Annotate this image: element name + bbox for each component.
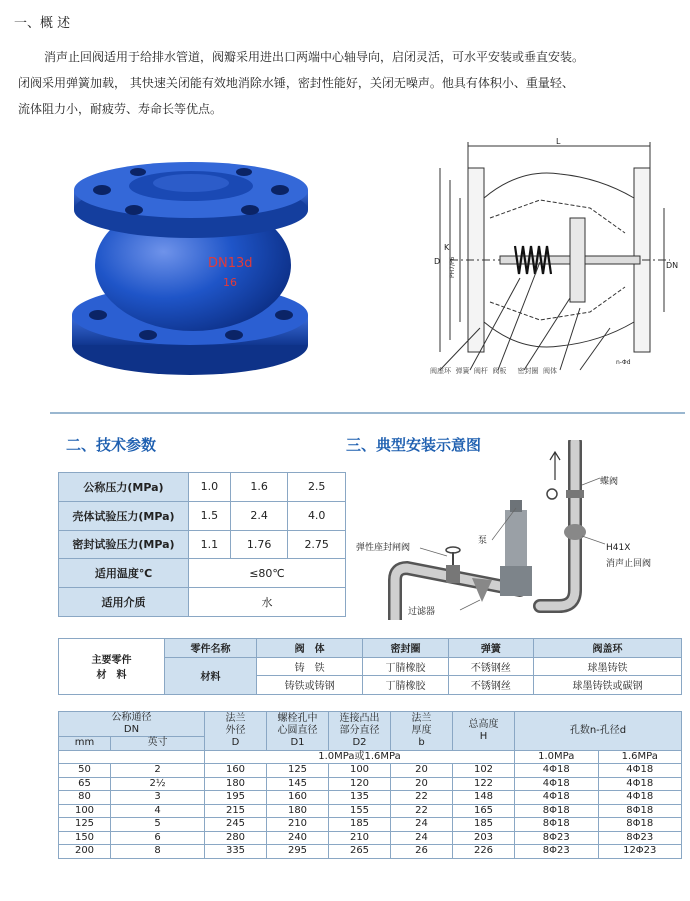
dim-cell: 210 (329, 831, 391, 845)
parts-header: 阀 体 (257, 639, 363, 658)
callout-4: 密封圈 (517, 367, 539, 375)
overview-line-1: 消声止回阀适用于给排水管道，阀瓣采用进出口两端中心轴导向，启闭灵活，可水平安装或垂直安装。 (44, 50, 585, 64)
callout-1: 弹簧 (455, 367, 470, 375)
dimensions-table (58, 711, 682, 859)
section-divider (50, 412, 685, 414)
tech-value: 1.0 (189, 473, 231, 502)
photo-marking-pn: 16 (223, 276, 237, 289)
dim-cell: 50 (59, 764, 111, 778)
dim-cell: 335 (205, 845, 267, 859)
dim-cell: 2½ (111, 777, 205, 791)
table-row (59, 530, 346, 559)
parts-cell: 球墨铸铁或碳钢 (534, 676, 682, 695)
dim-cell: 65 (59, 777, 111, 791)
dim-K: K (444, 243, 450, 252)
dim-cell: 240 (267, 831, 329, 845)
dim-cell: 24 (391, 831, 453, 845)
dim-cell: 3 (111, 791, 205, 805)
dim-cell: 265 (329, 845, 391, 859)
parts-header: 密封圈 (363, 639, 448, 658)
parts-cell: 不锈钢丝 (448, 676, 533, 695)
parts-cell: 丁腈橡胶 (363, 676, 448, 695)
dim-cell: 102 (453, 764, 515, 778)
dim-cell: 280 (205, 831, 267, 845)
dim-cell: 5 (111, 818, 205, 832)
tech-value: ≤80℃ (189, 559, 346, 588)
dim-cell: 4Φ18 (598, 777, 682, 791)
valve-section-drawing (420, 138, 680, 388)
label-pump: 泵 (478, 536, 488, 546)
table-row (59, 559, 346, 588)
dim-cell: 226 (453, 845, 515, 859)
dim-cell: 210 (267, 818, 329, 832)
dim-header-D2: 连接凸出 部分直径 D2 (329, 712, 391, 751)
dim-cell: 8Φ23 (515, 845, 599, 859)
dim-cell: 295 (267, 845, 329, 859)
dim-L: L (556, 138, 561, 146)
dim-header-H: 总高度 H (453, 712, 515, 751)
table-row (59, 791, 682, 805)
tech-value: 2.4 (230, 501, 288, 530)
dim-cell: 160 (267, 791, 329, 805)
dim-cell: 120 (329, 777, 391, 791)
dim-cell: 8Φ18 (598, 804, 682, 818)
dim-cell: 203 (453, 831, 515, 845)
dim-cell: 2 (111, 764, 205, 778)
dim-cell: 122 (453, 777, 515, 791)
dim-cell: 215 (205, 804, 267, 818)
tech-value: 水 (189, 588, 346, 617)
dim-cell: 80 (59, 791, 111, 805)
dim-cell: 22 (391, 791, 453, 805)
dim-cell: 180 (267, 804, 329, 818)
tech-value: 2.5 (288, 473, 346, 502)
dim-header-mm: mm (59, 737, 111, 751)
dim-cell: 165 (453, 804, 515, 818)
dim-D: D (434, 257, 441, 266)
dim-cell: 100 (59, 804, 111, 818)
dim-cell: 185 (453, 818, 515, 832)
table-row (59, 764, 682, 778)
dim-header-dn: 公称通径 DN (59, 712, 205, 737)
table-row (59, 750, 682, 764)
dim-cell: 22 (391, 804, 453, 818)
table-row (59, 588, 346, 617)
callout-0: 阀座环 (430, 367, 451, 375)
dim-cell: 8Φ18 (515, 818, 599, 832)
dim-cell: 12Φ23 (598, 845, 682, 859)
dim-cell: 20 (391, 777, 453, 791)
dim-cell: 8Φ23 (515, 831, 599, 845)
table-row (59, 777, 682, 791)
dim-cell: 6 (111, 831, 205, 845)
label-filter: 过滤器 (408, 607, 436, 617)
tech-value: 2.75 (288, 530, 346, 559)
table-row (59, 712, 682, 737)
tech-label: 公称压力(MPa) (59, 473, 189, 502)
callout-2: 阀杆 (473, 367, 488, 375)
dim-header-b: 法兰 厚度 b (391, 712, 453, 751)
callout-3: 阀板 (492, 367, 507, 375)
install-diagram (350, 440, 685, 620)
tech-label: 适用介质 (59, 588, 189, 617)
parts-cell: 铸铁或铸钢 (257, 676, 363, 695)
dim-cell: 4 (111, 804, 205, 818)
dim-cell: 20 (391, 764, 453, 778)
tech-label: 壳体试验压力(MPa) (59, 501, 189, 530)
drawing-callouts (430, 366, 557, 376)
dim-cell: 4Φ18 (598, 764, 682, 778)
dim-pressure-2: 1.6MPa (598, 750, 682, 764)
dim-cell: 185 (329, 818, 391, 832)
overview-text (18, 44, 678, 122)
callout-5: 阀体 (542, 367, 557, 375)
parts-header: 阀盖环 (534, 639, 682, 658)
dim-header-inch: 英寸 (111, 737, 205, 751)
parts-group-label: 主要零件 材 料 (59, 639, 165, 695)
table-row (59, 804, 682, 818)
dim-header-D: 法兰 外径 D (205, 712, 267, 751)
photo-marking-dn: DN13d (208, 256, 253, 271)
table-row (59, 501, 346, 530)
parts-cell: 丁腈橡胶 (363, 657, 448, 676)
dim-cell: 180 (205, 777, 267, 791)
dim-cell: 100 (329, 764, 391, 778)
dim-header-D1: 螺栓孔中 心圆直径 D1 (267, 712, 329, 751)
parts-table (58, 638, 682, 695)
tech-value: 1.6 (230, 473, 288, 502)
parts-cell: 不锈钢丝 (448, 657, 533, 676)
overview-title: 一、概 述 (14, 16, 71, 31)
dim-cell: 4Φ18 (515, 777, 599, 791)
dim-cell: 150 (59, 831, 111, 845)
dim-cell: 8 (111, 845, 205, 859)
dim-cell: 148 (453, 791, 515, 805)
dim-cell: 145 (267, 777, 329, 791)
label-model: H41X (606, 543, 631, 553)
dim-cell: 135 (329, 791, 391, 805)
label-butterfly: 蝶阀 (600, 477, 619, 487)
table-row (59, 473, 346, 502)
tech-value: 1.1 (189, 530, 231, 559)
dim-cell: 155 (329, 804, 391, 818)
dim-cell: 26 (391, 845, 453, 859)
table-row (59, 845, 682, 859)
dim-cell: 125 (59, 818, 111, 832)
dim-holes: n-Φd (616, 359, 631, 366)
dim-cell: 8Φ18 (515, 804, 599, 818)
dim-DN: DN (666, 261, 679, 270)
table-row (59, 818, 682, 832)
parts-cell: 球墨铸铁 (534, 657, 682, 676)
tech-value: 4.0 (288, 501, 346, 530)
dim-cell: 8Φ23 (598, 831, 682, 845)
dim-pressure-1: 1.0MPa (515, 750, 599, 764)
label-gate-valve: 弹性座封闸阀 (356, 543, 411, 553)
dim-cell: 195 (205, 791, 267, 805)
table-row (59, 831, 682, 845)
tech-table (58, 472, 346, 617)
label-check-valve: 消声止回阀 (606, 559, 652, 569)
table-row (59, 639, 682, 658)
dim-header-holes: 孔数n-孔径d (515, 712, 682, 751)
overview-line-2: 闭阀采用弹簧加载， 其快速关闭能有效地消除水锤，密封性能好，关闭无噪声。他具有体积小、重量轻、 (18, 76, 574, 90)
tech-heading: 二、技术参数 (66, 436, 157, 454)
parts-col-name: 零件名称 (165, 639, 257, 658)
parts-col-material: 材料 (165, 657, 257, 694)
overview-line-3: 流体阻力小，耐疲劳、寿命长等优点。 (18, 102, 223, 116)
tech-label: 密封试验压力(MPa) (59, 530, 189, 559)
tech-value: 1.5 (189, 501, 231, 530)
dim-cell: 8Φ18 (598, 818, 682, 832)
tech-label: 适用温度℃ (59, 559, 189, 588)
install-heading: 三、典型安装示意图 (346, 436, 482, 454)
dim-cell: 4Φ18 (515, 791, 599, 805)
parts-cell: 铸 铁 (257, 657, 363, 676)
parts-header: 弹簧 (448, 639, 533, 658)
dim-cell: 4Φ18 (515, 764, 599, 778)
dim-cell: 4Φ18 (598, 791, 682, 805)
dim-D1: PH7/P6 (449, 256, 456, 278)
dim-pressure-span: 1.0MPa或1.6MPa (205, 750, 515, 764)
tech-value: 1.76 (230, 530, 288, 559)
dim-cell: 245 (205, 818, 267, 832)
dim-cell: 125 (267, 764, 329, 778)
dim-cell: 200 (59, 845, 111, 859)
valve-photo (58, 150, 328, 380)
dim-cell: 24 (391, 818, 453, 832)
dim-cell: 160 (205, 764, 267, 778)
